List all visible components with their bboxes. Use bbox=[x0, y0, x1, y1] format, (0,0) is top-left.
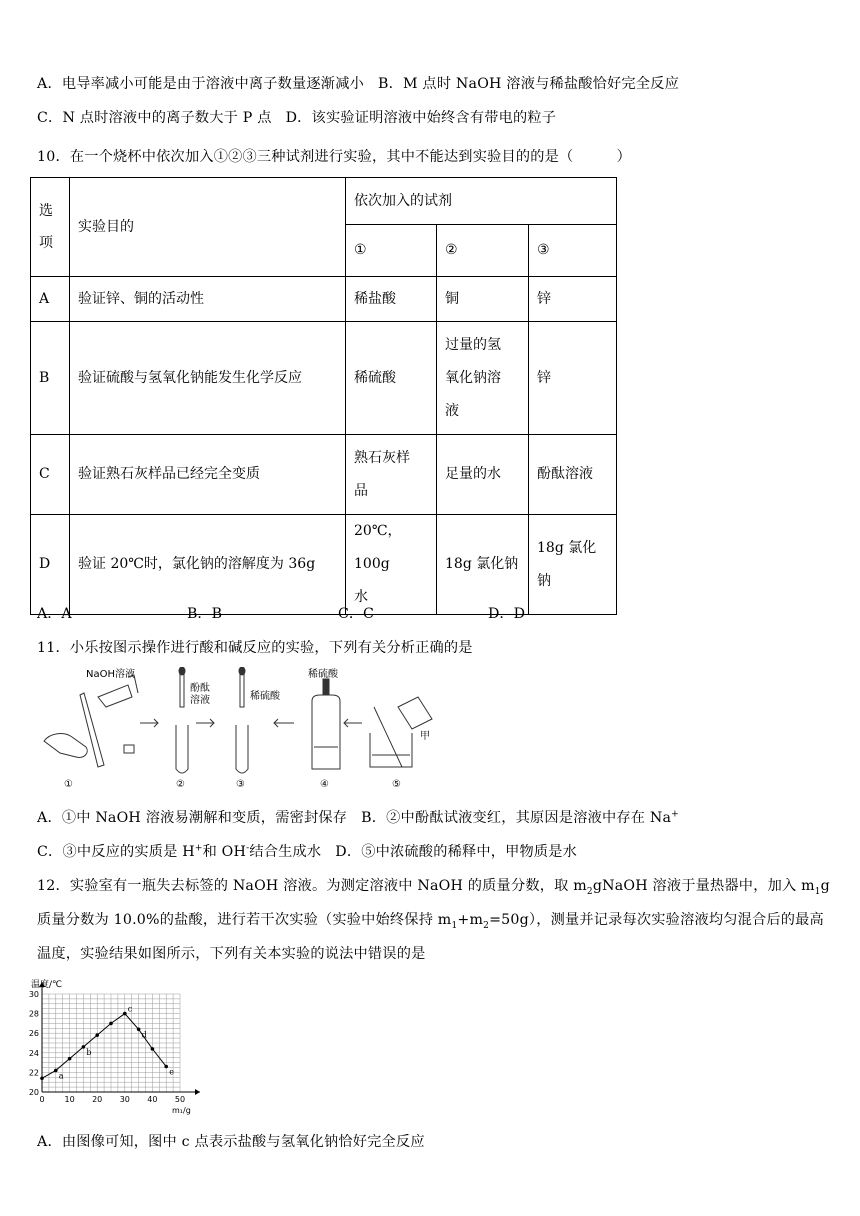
data-point bbox=[109, 1022, 113, 1026]
step-2-number: ② bbox=[176, 779, 185, 790]
q10-stem: 10．在一个烧杯中依次加入①②③三种试剂进行实验，其中不能达到实验目的的是（ ） bbox=[37, 149, 631, 165]
q12-text: +m bbox=[457, 912, 484, 928]
point-label: b bbox=[86, 1047, 92, 1057]
header-reagent-3: ③ bbox=[529, 225, 617, 277]
q11-experiment-figure bbox=[40, 667, 460, 791]
pouring-beaker-icon bbox=[398, 697, 432, 729]
x-tick-label: 20 bbox=[92, 1095, 103, 1104]
q11-option-b-text: B．②中酚酞试液变红，其原因是溶液中存在 Na bbox=[361, 810, 672, 826]
beaker-icon bbox=[370, 733, 412, 767]
phenol-label-1: 酚酞 bbox=[190, 683, 210, 694]
table-row bbox=[31, 435, 617, 515]
q10-answer-d: D．D bbox=[488, 606, 525, 622]
q11-option-d: D．⑤中浓硫酸的稀释中，甲物质是水 bbox=[335, 844, 578, 860]
q12-text: =50g），测量并记录每次实验溶液均匀混合后的最高 bbox=[489, 912, 824, 928]
data-point bbox=[95, 1033, 99, 1037]
header-purpose: 实验目的 bbox=[70, 178, 346, 277]
reagent-bottle-icon bbox=[98, 685, 132, 707]
row-option: B bbox=[31, 322, 70, 435]
row-purpose: 验证熟石灰样品已经完全变质 bbox=[70, 435, 346, 515]
hand-icon bbox=[44, 734, 87, 758]
x-tick-label: 50 bbox=[174, 1095, 186, 1104]
q12-option-a: A．由图像可知，图中 c 点表示盐酸与氢氧化钠恰好完全反应 bbox=[37, 1134, 425, 1150]
cell-line: 氧化钠溶 bbox=[445, 369, 501, 386]
cell-line: 过量的氢 bbox=[445, 336, 501, 353]
point-label: e bbox=[169, 1067, 174, 1077]
row-reagent-3: 锌 bbox=[529, 322, 617, 435]
arrow-left-icon bbox=[344, 719, 362, 727]
q9-option-c: C．N 点时溶液中的离子数大于 P 点 bbox=[37, 110, 272, 126]
data-point bbox=[68, 1057, 72, 1061]
row-purpose: 验证 20℃时，氯化钠的溶解度为 36g bbox=[70, 515, 346, 615]
row-purpose: 验证硫酸与氢氧化钠能发生化学反应 bbox=[70, 322, 346, 435]
row-reagent-1: 稀盐酸 bbox=[346, 277, 437, 322]
q10-answer-a: A．A bbox=[37, 606, 72, 622]
arrow-right-icon bbox=[140, 719, 158, 727]
cell-line: 品 bbox=[354, 482, 368, 499]
row-reagent-2: 18g 氯化钠 bbox=[437, 515, 529, 615]
q11-options-cd bbox=[37, 841, 577, 861]
test-tube-icon bbox=[176, 725, 188, 773]
q11-option-c bbox=[37, 844, 321, 860]
step-3-number: ③ bbox=[236, 779, 245, 790]
cell-line: 20℃，100g bbox=[354, 523, 402, 572]
q11-option-b bbox=[361, 810, 679, 826]
header-reagent-2: ② bbox=[437, 225, 529, 277]
row-reagent-1 bbox=[346, 515, 437, 615]
temperature-chart bbox=[22, 972, 212, 1120]
phenol-label-2: 溶液 bbox=[190, 695, 210, 706]
y-tick-label: 26 bbox=[28, 1029, 39, 1039]
row-reagent-3: 锌 bbox=[529, 277, 617, 322]
q10-table bbox=[30, 177, 617, 615]
q11-option-c-part: C．③中反应的实质是 H bbox=[37, 844, 195, 860]
q12-stem-line-3: 温度，实验结果如图所示，下列有关本实验的说法中错误的是 bbox=[37, 946, 426, 962]
step-4-number: ④ bbox=[320, 779, 329, 790]
q12-stem-line-2 bbox=[37, 909, 824, 931]
row-reagent-1: 稀硫酸 bbox=[346, 322, 437, 435]
q9-option-d: D．该实验证明溶液中始终含有带电的粒子 bbox=[285, 110, 557, 126]
row-reagent-1 bbox=[346, 435, 437, 515]
data-point bbox=[82, 1045, 86, 1049]
dropper-bottle-icon bbox=[312, 695, 340, 769]
q10-answer-options bbox=[37, 603, 637, 623]
superscript: - bbox=[246, 843, 250, 854]
bottle-stopper-icon bbox=[124, 745, 134, 753]
q10-answer-b: B．B bbox=[187, 606, 223, 622]
row-reagent-3: 18g 氯化钠 bbox=[529, 515, 617, 615]
data-point bbox=[151, 1047, 155, 1051]
point-label: c bbox=[127, 1004, 133, 1014]
data-point bbox=[137, 1027, 141, 1031]
point-label: a bbox=[58, 1071, 64, 1081]
q12-stem-line-1 bbox=[37, 875, 830, 897]
subscript: 2 bbox=[483, 920, 490, 931]
y-tick-label: 24 bbox=[28, 1048, 39, 1058]
data-point bbox=[40, 1076, 44, 1080]
x-tick-label: 40 bbox=[147, 1095, 158, 1104]
point-label: d bbox=[141, 1030, 147, 1040]
q9-option-b: B．M 点时 NaOH 溶液与稀盐酸恰好完全反应 bbox=[377, 76, 679, 92]
q12-text: 12．实验室有一瓶失去标签的 NaOH 溶液。为测定溶液中 NaOH 的质量分数，取 m bbox=[37, 878, 587, 894]
chart-point-labels bbox=[59, 1005, 174, 1081]
superscript: + bbox=[671, 809, 679, 820]
row-option: A bbox=[31, 277, 70, 322]
y-tick-label: 30 bbox=[28, 990, 39, 999]
header-option-char-1: 选 bbox=[39, 203, 53, 219]
subscript: 1 bbox=[814, 886, 821, 897]
row-purpose: 验证锌、铜的活动性 bbox=[70, 277, 346, 322]
glass-rod-icon bbox=[374, 707, 402, 767]
header-reagents: 依次加入的试剂 bbox=[346, 178, 617, 225]
q12-text: g bbox=[820, 878, 830, 894]
q9-options-cd bbox=[37, 107, 556, 127]
row-option: C bbox=[31, 435, 70, 515]
q12-text: gNaOH 溶液于量热器中，加入 m bbox=[592, 878, 815, 894]
subscript: 2 bbox=[586, 886, 593, 897]
cell-line: 液 bbox=[445, 402, 459, 419]
q10-answer-c: C．C bbox=[338, 606, 374, 622]
table-row bbox=[31, 277, 617, 322]
cell-line: 熟石灰样 bbox=[354, 449, 410, 466]
dropper-icon bbox=[240, 671, 244, 707]
q9-options-ab bbox=[37, 73, 679, 93]
y-tick-label: 28 bbox=[28, 1009, 39, 1019]
q11-options-ab bbox=[37, 807, 679, 827]
q11-option-a: A．①中 NaOH 溶液易潮解和变质，需密封保存 bbox=[37, 810, 348, 826]
data-point bbox=[123, 1012, 127, 1016]
row-reagent-3: 酚酞溶液 bbox=[529, 435, 617, 515]
q11-stem: 11．小乐按图示操作进行酸和碱反应的实验，下列有关分析正确的是 bbox=[37, 640, 473, 656]
dropper-icon bbox=[180, 671, 184, 707]
data-point bbox=[54, 1069, 58, 1073]
header-option-char-2: 项 bbox=[39, 235, 53, 251]
y-tick-label: 20 bbox=[28, 1088, 39, 1097]
step-1-number: ① bbox=[64, 779, 73, 790]
x-tick-label: 30 bbox=[119, 1095, 130, 1104]
row-reagent-2: 铜 bbox=[437, 277, 529, 322]
row-option: D bbox=[31, 515, 70, 615]
superscript: + bbox=[194, 843, 203, 854]
x-tick-label: 0 bbox=[39, 1095, 45, 1104]
q11-option-c-part: 和 OH bbox=[202, 844, 247, 860]
test-tube-icon bbox=[236, 725, 248, 773]
cell-line: 水 bbox=[354, 589, 368, 605]
chart-y-label: 温度/℃ bbox=[31, 980, 63, 990]
arrow-left-icon bbox=[274, 719, 294, 727]
chart-x-label: m₁/g bbox=[172, 1106, 191, 1115]
acid-label-4: 稀硫酸 bbox=[308, 669, 338, 680]
jia-label: 甲 bbox=[420, 731, 430, 742]
x-axis-arrow-icon bbox=[195, 1089, 200, 1095]
table-row bbox=[31, 322, 617, 435]
row-reagent-2 bbox=[437, 322, 529, 435]
acid-label-3: 稀硫酸 bbox=[250, 691, 280, 702]
arrow-right-icon bbox=[196, 719, 214, 727]
q12-text: 质量分数为 10.0%的盐酸，进行若干次实验（实验中始终保持 m bbox=[37, 912, 452, 928]
y-tick-label: 22 bbox=[28, 1068, 39, 1078]
row-reagent-2: 足量的水 bbox=[437, 435, 529, 515]
step-5-number: ⑤ bbox=[392, 779, 401, 790]
table-row bbox=[31, 515, 617, 615]
header-reagent-1: ① bbox=[346, 225, 437, 277]
q9-option-a: A．电导率减小可能是由于溶液中离子数量逐渐减小 bbox=[37, 76, 364, 92]
header-option bbox=[31, 178, 70, 277]
x-tick-label: 10 bbox=[64, 1095, 75, 1104]
subscript: 1 bbox=[451, 920, 458, 931]
naoh-label: NaOH溶液 bbox=[86, 669, 135, 680]
data-point bbox=[164, 1065, 168, 1069]
q11-option-c-part: 结合生成水 bbox=[249, 844, 322, 860]
